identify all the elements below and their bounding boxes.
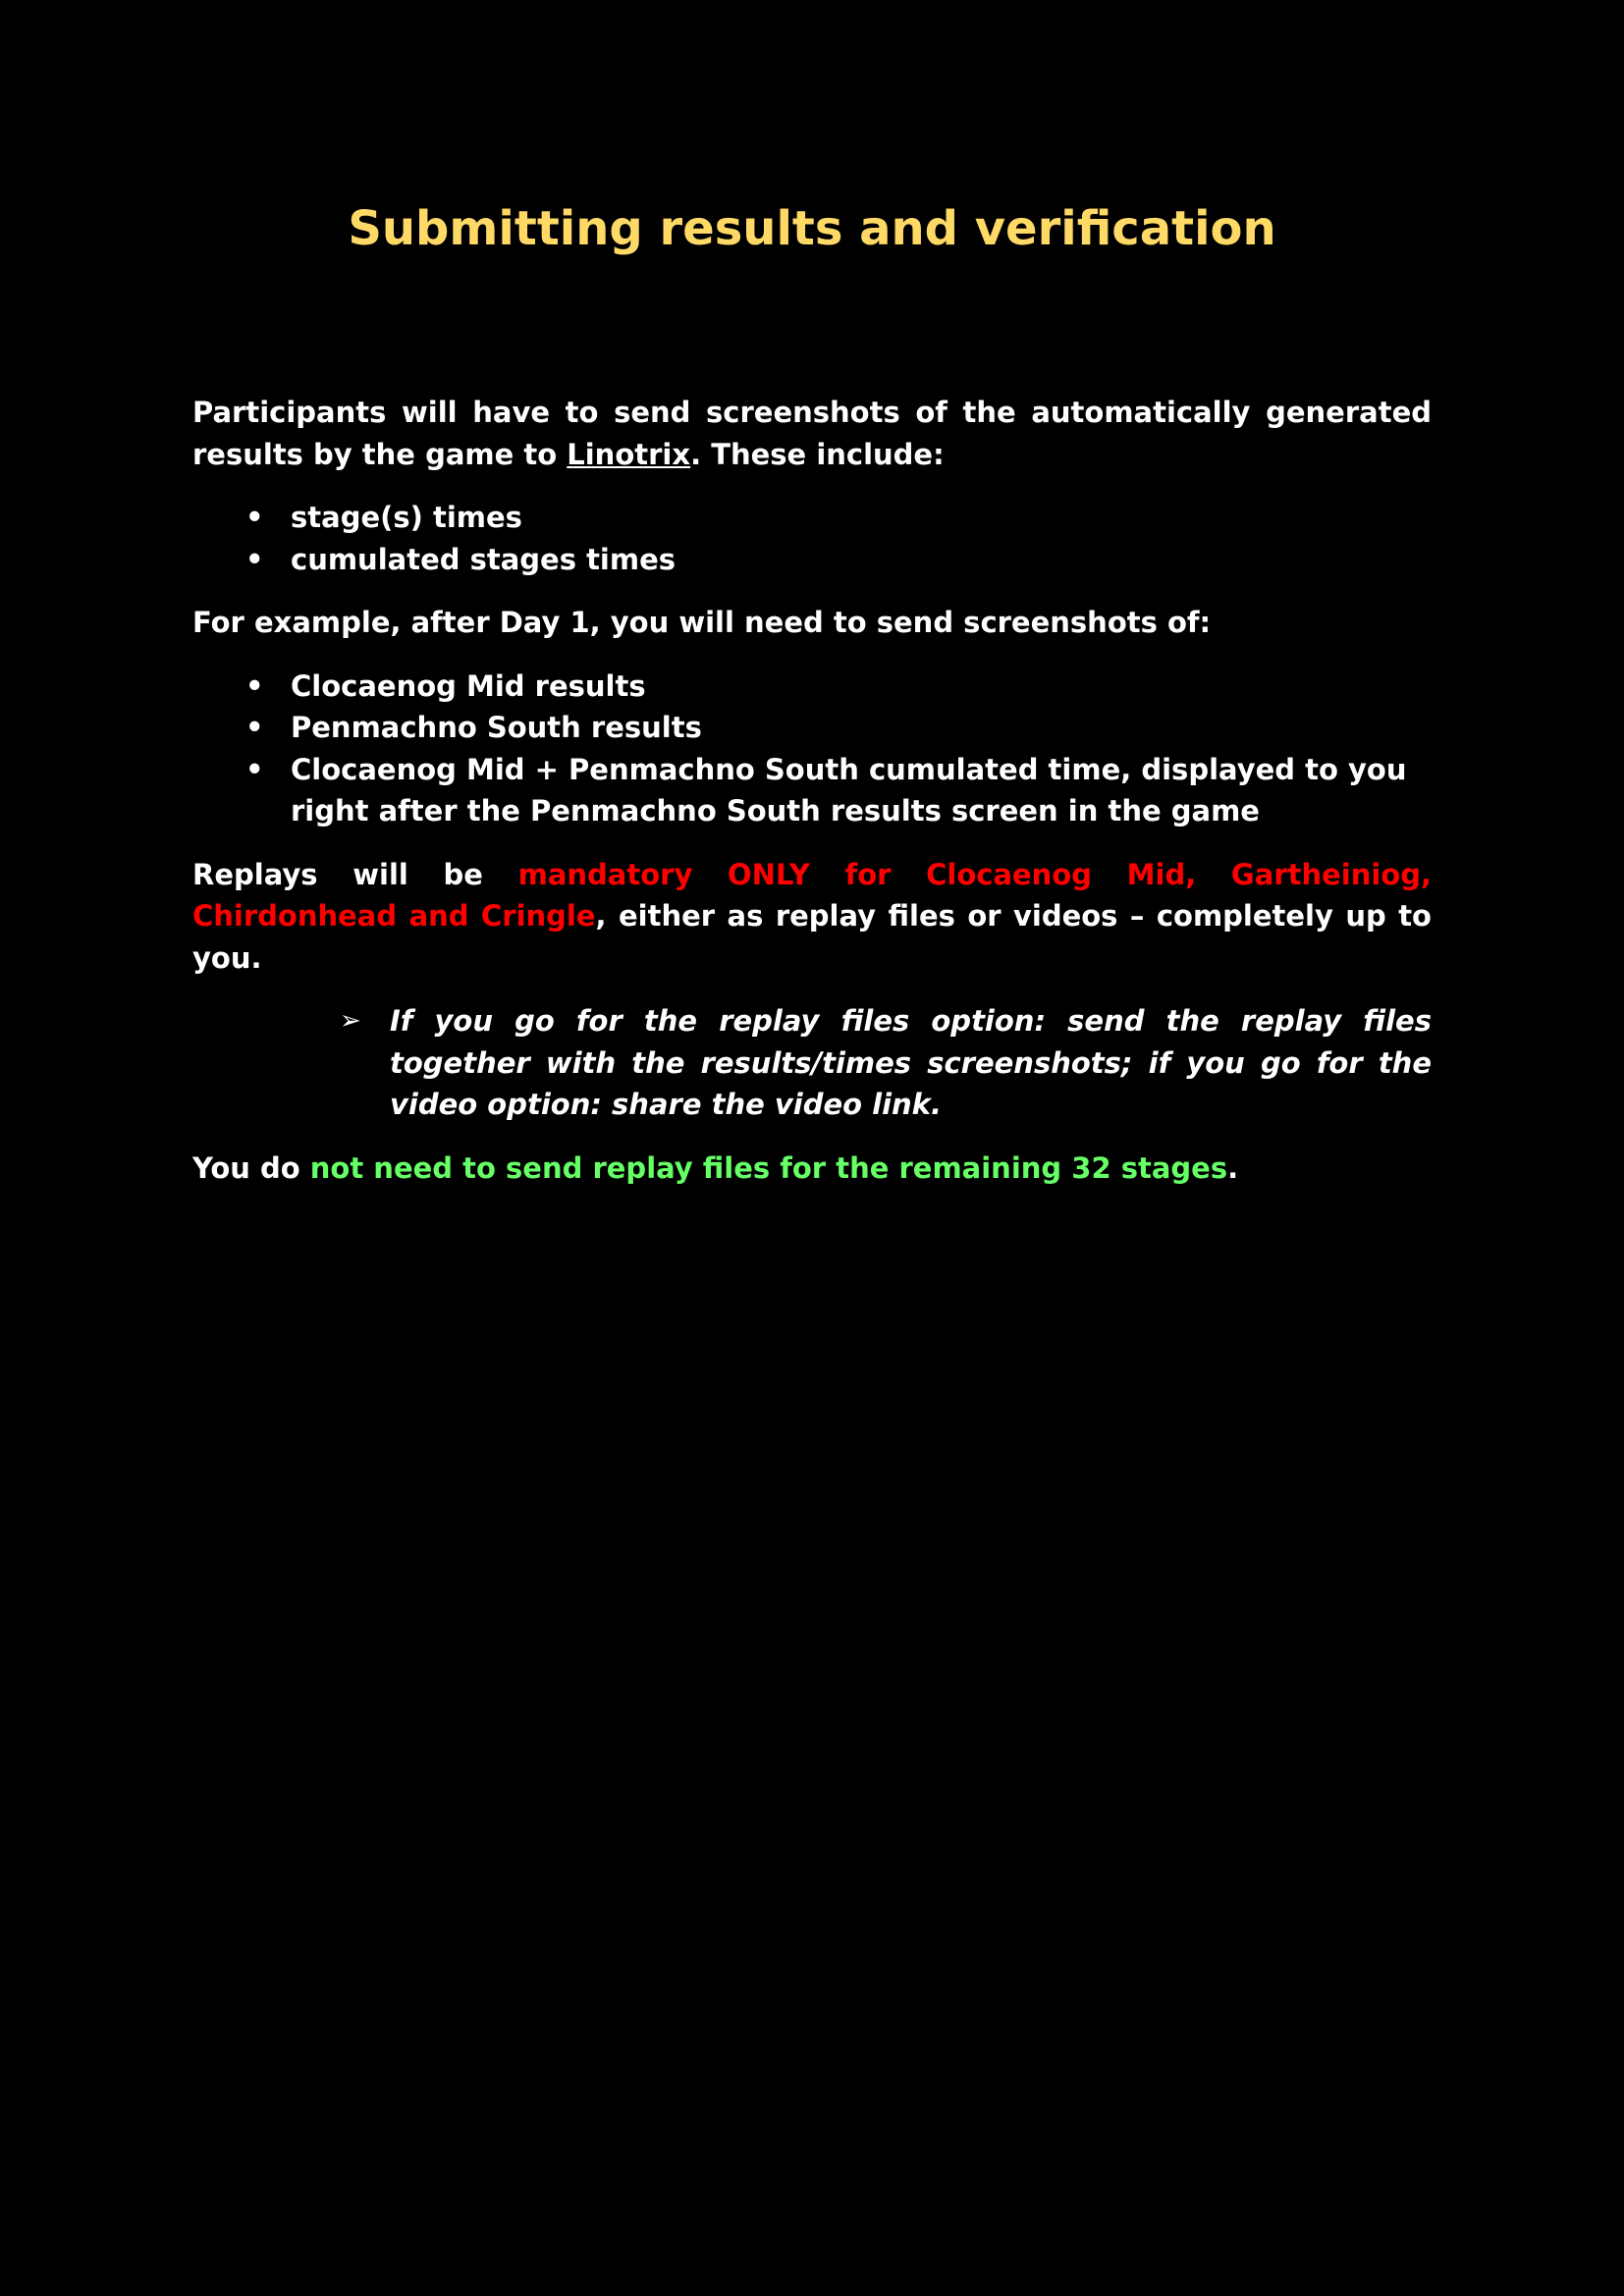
list-item: • Clocaenog Mid + Penmachno South cumulated time, displayed to you right after the Penmachno South results screen in the game	[192, 749, 1432, 832]
bullet-dot-icon: •	[245, 668, 264, 703]
intro-text: Participants will have to send screenshots of the automatically generated results by the game to	[192, 396, 1432, 471]
document-body	[192, 392, 1432, 1189]
bullet-dot-icon: •	[245, 711, 264, 744]
linotrix-link[interactable]: Linotrix	[567, 437, 691, 471]
replays-paragraph: Replays will be mandatory ONLY for Clocaenog Mid, Gartheiniog, Chirdonhead and Cringle, either as replay files or videos – completely up to you.	[192, 857, 1433, 975]
arrowhead-icon: ➢	[340, 1006, 361, 1036]
mandatory-highlight: mandatory ONLY for Clocaenog Mid, Gartheiniog, Chirdonhead and Cringle	[192, 857, 1433, 933]
list-item: • cumulated stages times	[192, 539, 1432, 581]
example-list	[192, 666, 1432, 832]
example-intro: For example, after Day 1, you will need to send screenshots of:	[192, 606, 1212, 639]
page-title: Submitting results and verification	[348, 201, 1276, 256]
replay-note: ➢ If you go for the replay files option: send the replay files together with the results/times screenshots; if you go for the video option: share the video link.	[192, 1000, 1432, 1126]
not-needed-highlight: not need to send replay files for the remaining 32 stages	[309, 1150, 1228, 1185]
closing-paragraph: You do not need to send replay files for the remaining 32 stages.	[192, 1150, 1239, 1185]
list-item: • stage(s) times	[192, 497, 1432, 539]
intro-paragraph	[192, 392, 1432, 475]
include-list	[192, 497, 1432, 580]
intro-text-end: . These include:	[690, 437, 945, 471]
bullet-dot-icon: •	[245, 542, 264, 576]
list-item: • Penmachno South results	[192, 707, 1432, 749]
bullet-dot-icon: •	[245, 501, 264, 534]
bullet-dot-icon: •	[245, 752, 264, 786]
list-item: • Clocaenog Mid results	[192, 666, 1432, 708]
